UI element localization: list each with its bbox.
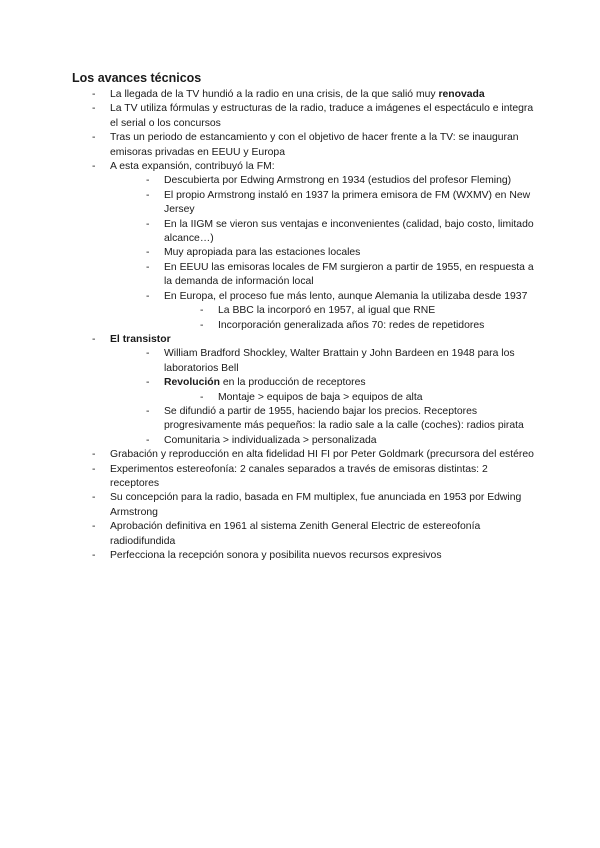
list-item xyxy=(146,189,536,218)
fm-sublist xyxy=(146,174,536,332)
item-text: Montaje > equipos de baja > equipos de alta xyxy=(218,391,423,403)
list-item xyxy=(146,174,536,188)
europe-sublist xyxy=(200,304,536,333)
item-text: Comunitaria > individualizada > personalizada xyxy=(164,434,377,446)
item-text: El propio Armstrong instaló en 1937 la primera emisora de FM (WXMV) en New Jersey xyxy=(164,189,531,216)
list-item xyxy=(200,391,536,405)
item-text: En EEUU las emisoras locales de FM surgieron a partir de 1955, en respuesta a la demanda de información local xyxy=(164,261,534,288)
list-item xyxy=(146,347,536,376)
list-item xyxy=(146,376,536,405)
item-text: La BBC la incorporó en 1957, al igual que RNE xyxy=(218,305,436,317)
item-text: Perfecciona la recepción sonora y posibilita nuevos recursos expresivos xyxy=(110,550,442,561)
item-text: Tras un periodo de estancamiento y con el objetivo de hacer frente a la TV: se inauguran emisoras privadas en EEUU y Europa xyxy=(110,132,519,158)
item-text: Se difundió a partir de 1955, haciendo bajar los precios. Receptores progresivamente más pequeños: la radio sale a la calle (coches): radios pirata xyxy=(164,405,524,432)
item-bold: renovada xyxy=(438,89,485,100)
item-text: Su concepción para la radio, basada en FM multiplex, fue anunciada en 1953 por Edwing Armstrong xyxy=(110,492,522,518)
list-item xyxy=(146,218,536,247)
item-text: Descubierta por Edwing Armstrong en 1934 (estudios del profesor Fleming) xyxy=(164,175,512,187)
list-item xyxy=(146,261,536,290)
item-text: La TV utiliza fórmulas y estructuras de la radio, traduce a imágenes el espectáculo e integra el serial o los concursos xyxy=(110,103,534,129)
item-text: en la producción de receptores xyxy=(220,377,366,389)
list-item xyxy=(146,290,536,333)
item-text: En la IIGM se vieron sus ventajas e inconvenientes (calidad, bajo costo, limitado alcance…) xyxy=(164,218,534,245)
list-item xyxy=(92,160,536,333)
list-item xyxy=(200,319,536,333)
list-item xyxy=(92,131,536,160)
item-text: Grabación y reproducción en alta fidelidad HI FI por Peter Goldmark (precursora del estéreo xyxy=(110,449,534,461)
list-item xyxy=(146,246,536,260)
list-item xyxy=(92,333,536,448)
list-item xyxy=(92,549,536,563)
item-text: La llegada de la TV hundió a la radio en una crisis, de la que salió muy xyxy=(110,89,439,100)
list-item xyxy=(92,102,536,131)
item-bold: Revolución xyxy=(164,377,221,389)
list-item xyxy=(200,304,536,318)
list-item xyxy=(92,491,536,520)
item-text: Experimentos estereofonía: 2 canales separados a través de emisoras distintas: 2 receptores xyxy=(110,463,488,489)
item-text: William Bradford Shockley, Walter Brattain y John Bardeen en 1948 para los laboratorios Bell xyxy=(164,348,515,374)
section-heading: Los avances técnicos xyxy=(72,71,202,85)
item-text: Incorporación generalizada años 70: redes de repetidores xyxy=(218,319,485,331)
list-item xyxy=(92,88,536,102)
list-item xyxy=(146,434,536,448)
item-text: Muy apropiada para las estaciones locales xyxy=(164,247,361,259)
list-item xyxy=(92,448,536,462)
main-list xyxy=(92,88,536,563)
item-text: Aprobación definitiva en 1961 al sistema Zenith General Electric de estereofonía radiodifundida xyxy=(110,521,481,547)
transistor-sublist xyxy=(146,347,536,448)
list-item xyxy=(92,520,536,549)
list-item xyxy=(92,463,536,492)
item-text: En Europa, el proceso fue más lento, aunque Alemania la utilizaba desde 1937 xyxy=(164,290,528,302)
item-bold: El transistor xyxy=(110,333,171,345)
list-item xyxy=(146,405,536,434)
item-text: A esta expansión, contribuyó la FM: xyxy=(110,161,275,173)
revolution-sublist xyxy=(200,391,536,405)
